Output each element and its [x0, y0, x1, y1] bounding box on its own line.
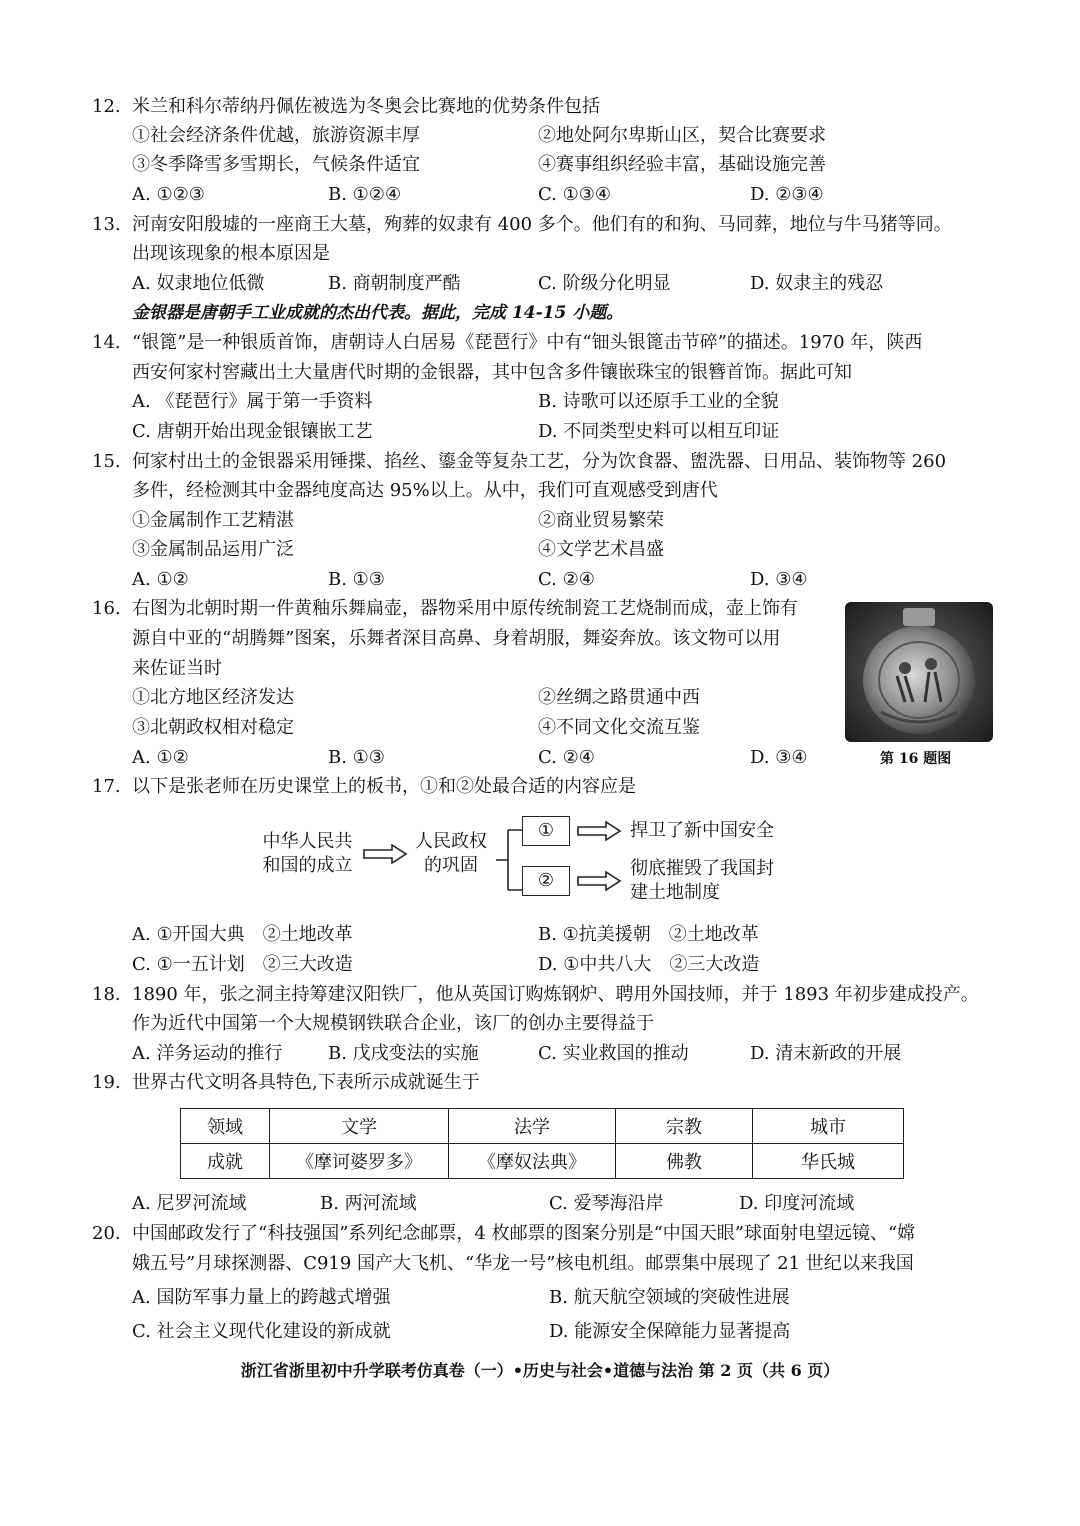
arrow-icon: [362, 844, 408, 864]
table-row: [181, 1109, 904, 1144]
q12-item-2: ②地处阿尔卑斯山区，契合比赛要求: [538, 125, 826, 146]
diagram-result-2-line2: 建土地制度: [630, 882, 720, 903]
table-cell: 华氏城: [753, 1144, 904, 1179]
q18-number: 18.: [92, 984, 121, 1005]
q14-number: 14.: [92, 332, 121, 353]
diagram-slot-1: ①: [522, 816, 570, 846]
q12-option-c[interactable]: C. ①③④: [538, 184, 611, 205]
diagram-result-1: 捍卫了新中国安全: [630, 820, 774, 841]
q15-option-c[interactable]: C. ②④: [538, 569, 595, 590]
q12-stem: 米兰和科尔蒂纳丹佩佐被选为冬奥会比赛地的优势条件包括: [132, 96, 600, 117]
q14-15-intro: 金银器是唐朝手工业成就的杰出代表。据此，完成 14-15 小题。: [132, 303, 624, 323]
diagram-box-founding-line1: 中华人民共: [262, 831, 353, 852]
q14-option-c[interactable]: C. 唐朝开始出现金银镶嵌工艺: [132, 421, 373, 442]
q15-option-a[interactable]: A. ①②: [132, 569, 189, 590]
q14-stem-line1: “银篦”是一种银质首饰，唐朝诗人白居易《琵琶行》中有“钿头银篦击节碎”的描述。1970 年，陕西: [132, 332, 923, 353]
table-cell: 成就: [181, 1144, 270, 1179]
q16-item-4: ④不同文化交流互鉴: [538, 717, 700, 738]
arrow-icon: [576, 821, 622, 841]
q16-stem-line2: 源自中亚的“胡腾舞”图案，乐舞者深目高鼻、身着胡服，舞姿奔放。该文物可以用: [132, 628, 781, 649]
q14-option-b[interactable]: B. 诗歌可以还原手工业的全貌: [538, 391, 779, 412]
q18-option-d[interactable]: D. 清末新政的开展: [750, 1043, 902, 1064]
q20-option-b[interactable]: B. 航天航空领域的突破性进展: [549, 1287, 790, 1308]
q20-option-d[interactable]: D. 能源安全保障能力显著提高: [549, 1321, 791, 1342]
q13-option-c[interactable]: C. 阶级分化明显: [538, 273, 671, 294]
q19-stem: 世界古代文明各具特色,下表所示成就诞生于: [132, 1072, 480, 1093]
q12-option-b[interactable]: B. ①②④: [328, 184, 402, 205]
q19-option-c[interactable]: C. 爱琴海沿岸: [549, 1193, 664, 1214]
q13-stem-line2: 出现该现象的根本原因是: [132, 243, 330, 264]
q12-item-1: ①社会经济条件优越，旅游资源丰厚: [132, 125, 420, 146]
q14-stem-line2: 西安何家村窖藏出土大量唐代时期的金银器，其中包含多件镶嵌珠宝的银簪首饰。据此可知: [132, 362, 852, 383]
q18-option-b[interactable]: B. 戊戌变法的实施: [328, 1043, 479, 1064]
q15-item-4: ④文学艺术昌盛: [538, 539, 664, 560]
q12-item-3: ③冬季降雪多雪期长，气候条件适宜: [132, 154, 420, 175]
table-header-cell: 宗教: [616, 1109, 753, 1144]
q15-item-3: ③金属制品运用广泛: [132, 539, 294, 560]
q18-stem-line2: 作为近代中国第一个大规模钢铁联合企业，该厂的创办主要得益于: [132, 1013, 654, 1034]
q17-number: 17.: [92, 776, 121, 797]
q15-option-d[interactable]: D. ③④: [750, 569, 808, 590]
q16-option-b[interactable]: B. ①③: [328, 747, 385, 768]
table-header-cell: 城市: [753, 1109, 904, 1144]
q12-item-4: ④赛事组织经验丰富，基础设施完善: [538, 154, 826, 175]
q20-option-c[interactable]: C. 社会主义现代化建设的新成就: [132, 1321, 391, 1342]
diagram-result-2-line1: 彻底摧毁了我国封: [630, 858, 774, 879]
diagram-box-consolidation-line2: 的巩固: [424, 855, 478, 876]
q13-number: 13.: [92, 214, 121, 235]
q14-option-d[interactable]: D. 不同类型史料可以相互印证: [538, 421, 780, 442]
q20-number: 20.: [92, 1223, 121, 1244]
figure-caption: 第 16 题图: [880, 751, 952, 767]
q18-option-c[interactable]: C. 实业救国的推动: [538, 1043, 689, 1064]
page-footer: 浙江省浙里初中升学联考仿真卷（一）•历史与社会•道德与法治 第 2 页（共 6 页）: [240, 1361, 840, 1380]
q17-option-a[interactable]: A. ①开国大典 ②土地改革: [132, 924, 353, 945]
q14-option-a[interactable]: A. 《琵琶行》属于第一手资料: [132, 391, 373, 412]
q12-option-d[interactable]: D. ②③④: [750, 184, 824, 205]
q15-item-2: ②商业贸易繁荣: [538, 510, 664, 531]
q19-table: [180, 1108, 904, 1179]
q16-stem-line1: 右图为北朝时期一件黄釉乐舞扁壶，器物采用中原传统制瓷工艺烧制而成，壶上饰有: [132, 598, 798, 619]
q16-number: 16.: [92, 598, 121, 619]
q12-option-a[interactable]: A. ①②③: [132, 184, 205, 205]
glazed-flask-photo: [845, 602, 993, 742]
table-cell: 《摩诃婆罗多》: [270, 1144, 449, 1179]
bracket-connector: [494, 820, 524, 900]
q17-stem: 以下是张老师在历史课堂上的板书，①和②处最合适的内容应是: [132, 776, 636, 797]
q16-item-3: ③北朝政权相对稳定: [132, 717, 294, 738]
table-header-cell: 法学: [449, 1109, 616, 1144]
q19-option-d[interactable]: D. 印度河流域: [739, 1193, 855, 1214]
arrow-icon: [576, 871, 622, 891]
q15-option-b[interactable]: B. ①③: [328, 569, 385, 590]
q16-option-a[interactable]: A. ①②: [132, 747, 189, 768]
q16-item-1: ①北方地区经济发达: [132, 687, 294, 708]
q15-number: 15.: [92, 451, 121, 472]
table-row: [181, 1144, 904, 1179]
q17-option-c[interactable]: C. ①一五计划 ②三大改造: [132, 954, 353, 975]
diagram-box-founding-line2: 和国的成立: [262, 855, 353, 876]
q17-option-b[interactable]: B. ①抗美援朝 ②土地改革: [538, 924, 759, 945]
q15-stem-line1: 何家村出土的金银器采用锤揲、掐丝、鎏金等复杂工艺，分为饮食器、盥洗器、日用品、装饰物等 260: [132, 451, 947, 472]
q16-stem-line3: 来佐证当时: [132, 658, 222, 679]
diagram-box-founding: [255, 830, 360, 878]
q15-stem-line2: 多件，经检测其中金器纯度高达 95%以上。从中，我们可直观感受到唐代: [132, 480, 718, 501]
q19-option-a[interactable]: A. 尼罗河流域: [132, 1193, 247, 1214]
q20-option-a[interactable]: A. 国防军事力量上的跨越式增强: [132, 1287, 391, 1308]
q19-option-b[interactable]: B. 两河流域: [320, 1193, 417, 1214]
q19-number: 19.: [92, 1072, 121, 1093]
q16-option-c[interactable]: C. ②④: [538, 747, 595, 768]
table-cell: 佛教: [616, 1144, 753, 1179]
q13-option-d[interactable]: D. 奴隶主的残忍: [750, 273, 884, 294]
q18-stem-line1: 1890 年，张之洞主持筹建汉阳铁厂，他从英国订购炼钢炉、聘用外国技师，并于 1893 年初步建成投产。: [132, 984, 979, 1005]
diagram-box-consolidation: [408, 830, 494, 878]
table-cell: 《摩奴法典》: [449, 1144, 616, 1179]
q16-option-d[interactable]: D. ③④: [750, 747, 808, 768]
q18-option-a[interactable]: A. 洋务运动的推行: [132, 1043, 283, 1064]
q13-option-b[interactable]: B. 商朝制度严酷: [328, 273, 461, 294]
table-header-cell: 领域: [181, 1109, 270, 1144]
q16-item-2: ②丝绸之路贯通中西: [538, 687, 700, 708]
table-header-cell: 文学: [270, 1109, 449, 1144]
q17-option-d[interactable]: D. ①中共八大 ②三大改造: [538, 954, 760, 975]
q15-item-1: ①金属制作工艺精湛: [132, 510, 294, 531]
diagram-slot-2: ②: [522, 866, 570, 896]
diagram-box-consolidation-line1: 人民政权: [415, 831, 487, 852]
q13-stem-line1: 河南安阳殷墟的一座商王大墓，殉葬的奴隶有 400 多个。他们有的和狗、马同葬，地位与牛马猪等同。: [132, 214, 952, 235]
q13-option-a[interactable]: A. 奴隶地位低微: [132, 273, 265, 294]
q20-stem-line2: 娥五号”月球探测器、C919 国产大飞机、“华龙一号”核电机组。邮票集中展现了 21 世纪以来我国: [132, 1253, 914, 1274]
q20-stem-line1: 中国邮政发行了“科技强国”系列纪念邮票，4 枚邮票的图案分别是“中国天眼”球面射电望远镜、“嫦: [132, 1223, 916, 1244]
q12-number: 12.: [92, 96, 121, 117]
